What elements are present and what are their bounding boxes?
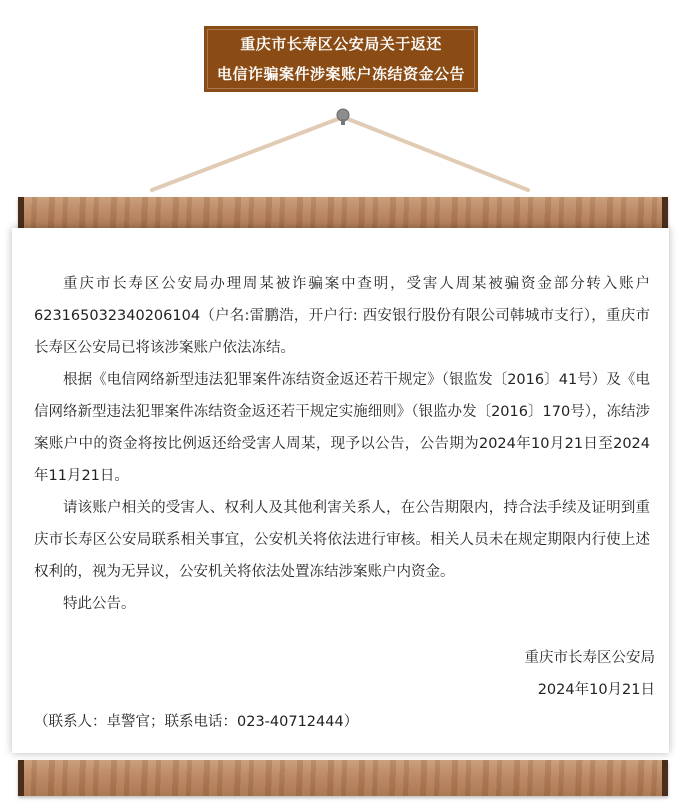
contact-info: （联系人：卓警官；联系电话：023-40712444） xyxy=(34,714,359,730)
notice-title xyxy=(204,26,478,92)
notice-date: 2024年10月21日 xyxy=(537,682,655,698)
paragraph-1: 重庆市长寿区公安局办理周某被诈骗案中查明，受害人周某被骗资金部分转入账户623165032340206104（户名:雷鹏浩，开户行: 西安银行股份有限公司韩城市支行），重庆市长寿区公安局已将该涉案账户依法冻结。 xyxy=(34,276,650,356)
bottom-wood-bar xyxy=(18,760,668,796)
paragraph-4: 特此公告。 xyxy=(63,596,136,612)
top-wood-bar xyxy=(18,197,668,231)
signature: 重庆市长寿区公安局 xyxy=(524,650,655,666)
paragraph-3: 请该账户相关的受害人、权利人及其他利害关系人，在公告期限内，持合法手续及证明到重庆市长寿区公安局联系相关事宜，公安机关将依法进行审核。相关人员未在规定期限内行使上述权利的，视为无异议，公安机关将依法处置冻结涉案账户内资金。 xyxy=(34,500,650,580)
title-line-2: 电信诈骗案件涉案账户冻结资金公告 xyxy=(216,65,465,83)
paragraph-2: 根据《电信网络新型违法犯罪案件冻结资金返还若干规定》（银监发〔2016〕41号）及《电信网络新型违法犯罪案件冻结资金返还若干规定实施细则》（银监办发〔2016〕170号），冻结涉案账户中的资金将按比例返还给受害人周某，现予以公告，公告期为2024年10月21日至2024年11月21日。 xyxy=(34,372,650,484)
notice-body xyxy=(34,268,650,620)
hanging-string xyxy=(0,95,686,205)
notice-paper xyxy=(12,228,669,753)
title-line-1: 重庆市长寿区公安局关于返还 xyxy=(240,35,442,53)
